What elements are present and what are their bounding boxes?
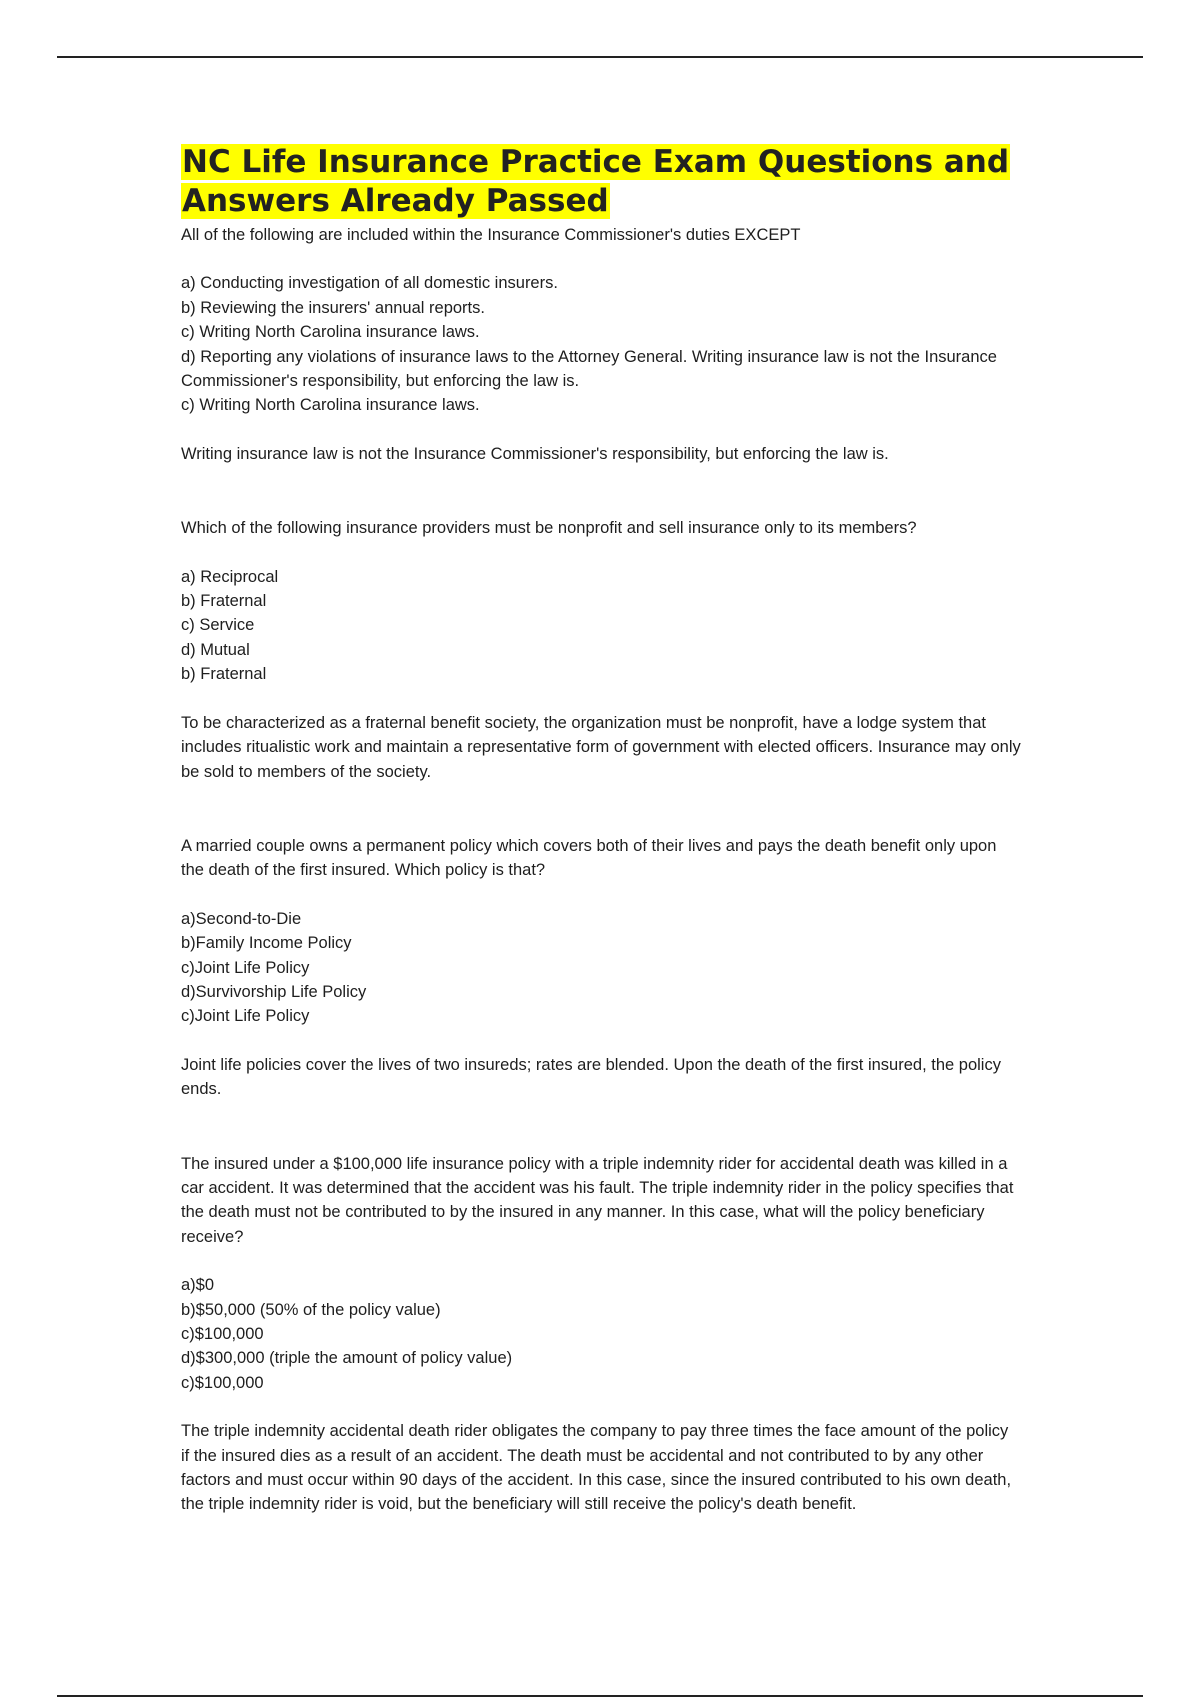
answer-option: c)Joint Life Policy (181, 958, 310, 977)
answer-option: c) Writing North Carolina insurance laws. (181, 323, 480, 342)
correct-answer: c)Joint Life Policy (181, 1007, 310, 1026)
answer-option: d) Mutual (181, 640, 250, 659)
answer-option: d)Survivorship Life Policy (181, 982, 367, 1001)
answer-explanation: The triple indemnity accidental death rider obligates the company to pay three times the face amount of the policy if the insured dies as a result of an accident. The death must be accidental and not contributed to by any other factors and must occur within 90 days of the accident. In this case, since the insured contributed to his own death, the triple indemnity rider is void, but the beneficiary will still receive the policy's death benefit. (181, 1422, 1012, 1514)
document-title: NC Life Insurance Practice Exam Questions and Answers Already Passed (182, 144, 1010, 219)
answer-option: c) Service (181, 616, 255, 635)
question-text: Which of the following insurance providers must be nonprofit and sell insurance only to its members? (181, 519, 917, 538)
question-text: All of the following are included within the Insurance Commissioner's duties EXCEPT (181, 226, 801, 244)
question-block-1 (181, 223, 1021, 466)
answer-option: b) Reviewing the insurers' annual reports. (181, 298, 485, 317)
answer-option: b)Family Income Policy (181, 934, 352, 953)
question-text: The insured under a $100,000 life insurance policy with a triple indemnity rider for accidental death was killed in a car accident. It was determined that the accident was his fault. The triple indemnity rider in the policy specifies that the death must not be contributed to by the insured in any manner. In this case, what will the policy beneficiary receive? (181, 1154, 1014, 1246)
question-text: A married couple owns a permanent policy which covers both of their lives and pays the death benefit only upon the death of the first insured. Which policy is that? (181, 836, 997, 880)
answer-option: b) Fraternal (181, 592, 267, 611)
answer-explanation: Joint life policies cover the lives of two insureds; rates are blended. Upon the death of the first insured, the policy ends. (181, 1055, 1001, 1099)
correct-answer: b) Fraternal (181, 665, 267, 684)
question-block-3 (181, 834, 1021, 1102)
answer-option: d) Reporting any violations of insurance laws to the Attorney General. Writing insurance law is not the Insurance Commissioner's responsibility, but enforcing the law is. (181, 347, 997, 391)
answer-option: d)$300,000 (triple the amount of policy value) (181, 1349, 513, 1368)
document-body (181, 143, 1021, 1517)
footer-rule (57, 1695, 1143, 1697)
correct-answer: c)$100,000 (181, 1373, 264, 1392)
answer-option: a) Conducting investigation of all domestic insurers. (181, 274, 558, 293)
question-block-2 (181, 516, 1021, 784)
answer-option: b)$50,000 (50% of the policy value) (181, 1300, 441, 1319)
answer-option: c)$100,000 (181, 1325, 264, 1343)
answer-option: a) Reciprocal (181, 567, 279, 586)
correct-answer: c) Writing North Carolina insurance laws. (181, 396, 480, 415)
answer-explanation: Writing insurance law is not the Insurance Commissioner's responsibility, but enforcing the law is. (181, 444, 889, 463)
question-block-4 (181, 1152, 1021, 1517)
answer-option: a)$0 (181, 1276, 215, 1295)
answer-explanation: To be characterized as a fraternal benefit society, the organization must be nonprofit, have a lodge system that includes ritualistic work and maintain a representative form of government with elected officers. Insurance may only be sold to members of the society. (181, 713, 1021, 781)
header-rule (57, 56, 1143, 58)
answer-option: a)Second-to-Die (181, 909, 302, 928)
